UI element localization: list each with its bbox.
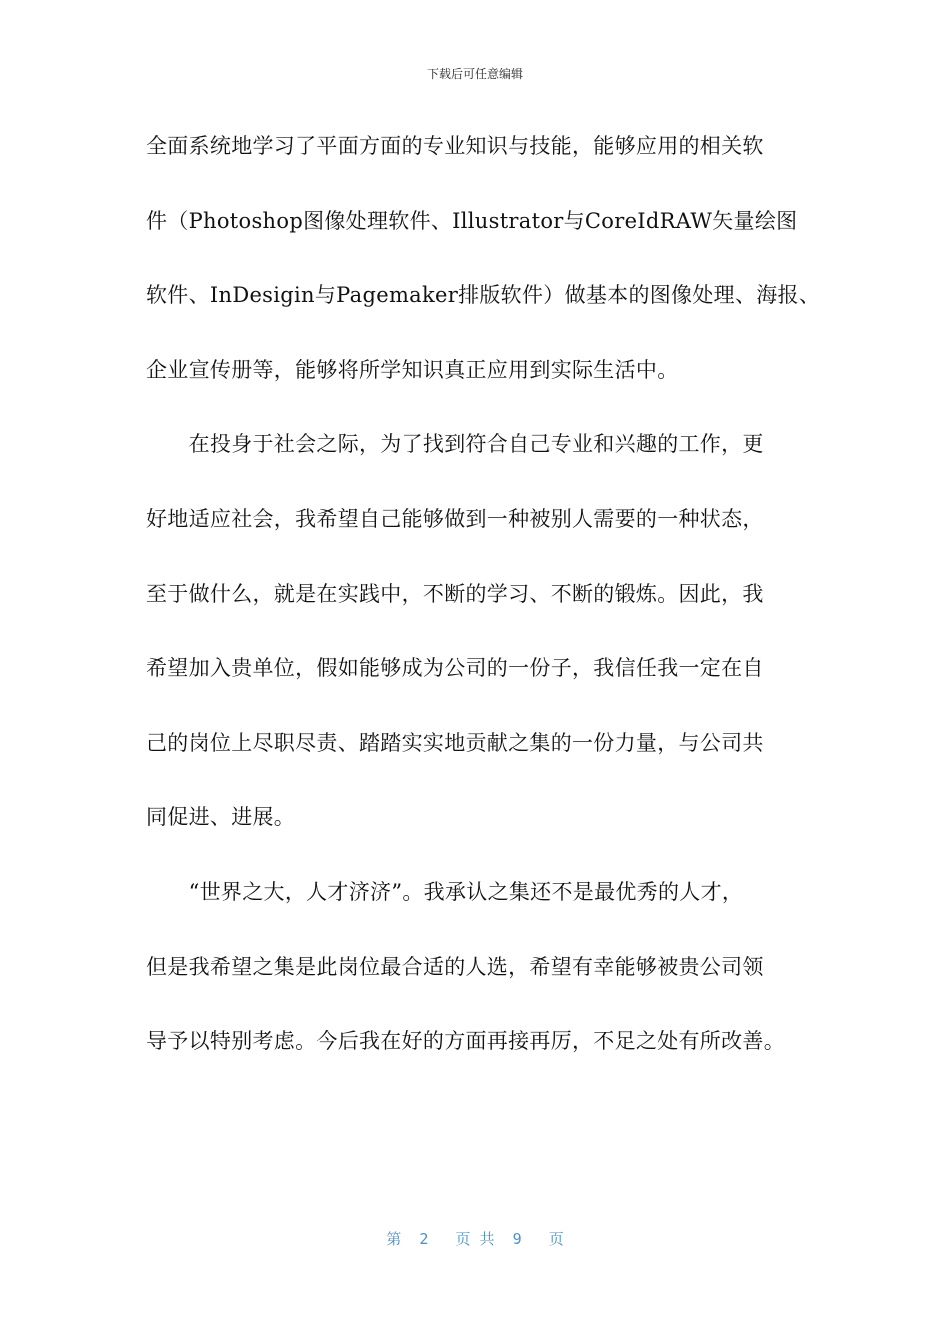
text-line: 至于做什么，就是在实践中，不断的学习、不断的锻炼。因此，我 [146,581,764,606]
text-line: 软件、InDesigin与Pagemaker排版软件）做基本的图像处理、海报、 [146,283,821,308]
page-header: 下载后可任意编辑 [426,67,523,81]
text-line: 在投身于社会之际，为了找到符合自己专业和兴趣的工作，更 [146,432,764,457]
body-text [146,128,846,1098]
text-line: 全面系统地学习了平面方面的专业知识与技能，能够应用的相关软 [146,134,764,158]
text-line: 件（Photoshop图像处理软件、Illustrator与CoreIdRAW矢量绘图 [146,208,798,233]
text-line: 好地适应社会，我希望自己能够做到一种被别人需要的一种状态， [146,506,764,531]
text-line: “世界之大，人才济济”。我承认之集还不是最优秀的人才， [146,879,744,904]
text-line: 导予以特别考虑。今后我在好的方面再接再厉，不足之处有所改善。 [146,1029,785,1054]
page-number-footer: 第 2 页 共 9 页 [386,1230,564,1248]
text-line: 己的岗位上尽职尽责、踏踏实实地贡献之集的一份力量，与公司共 [146,730,764,755]
text-line: 同促进、进展。 [146,805,296,830]
text-line: 希望加入贵单位，假如能够成为公司的一份子，我信任我一定在自 [146,656,764,681]
text-line: 但是我希望之集是此岗位最合适的人选，希望有幸能够被贵公司领 [146,954,764,979]
text-line: 企业宣传册等，能够将所学知识真正应用到实际生活中。 [146,357,679,382]
